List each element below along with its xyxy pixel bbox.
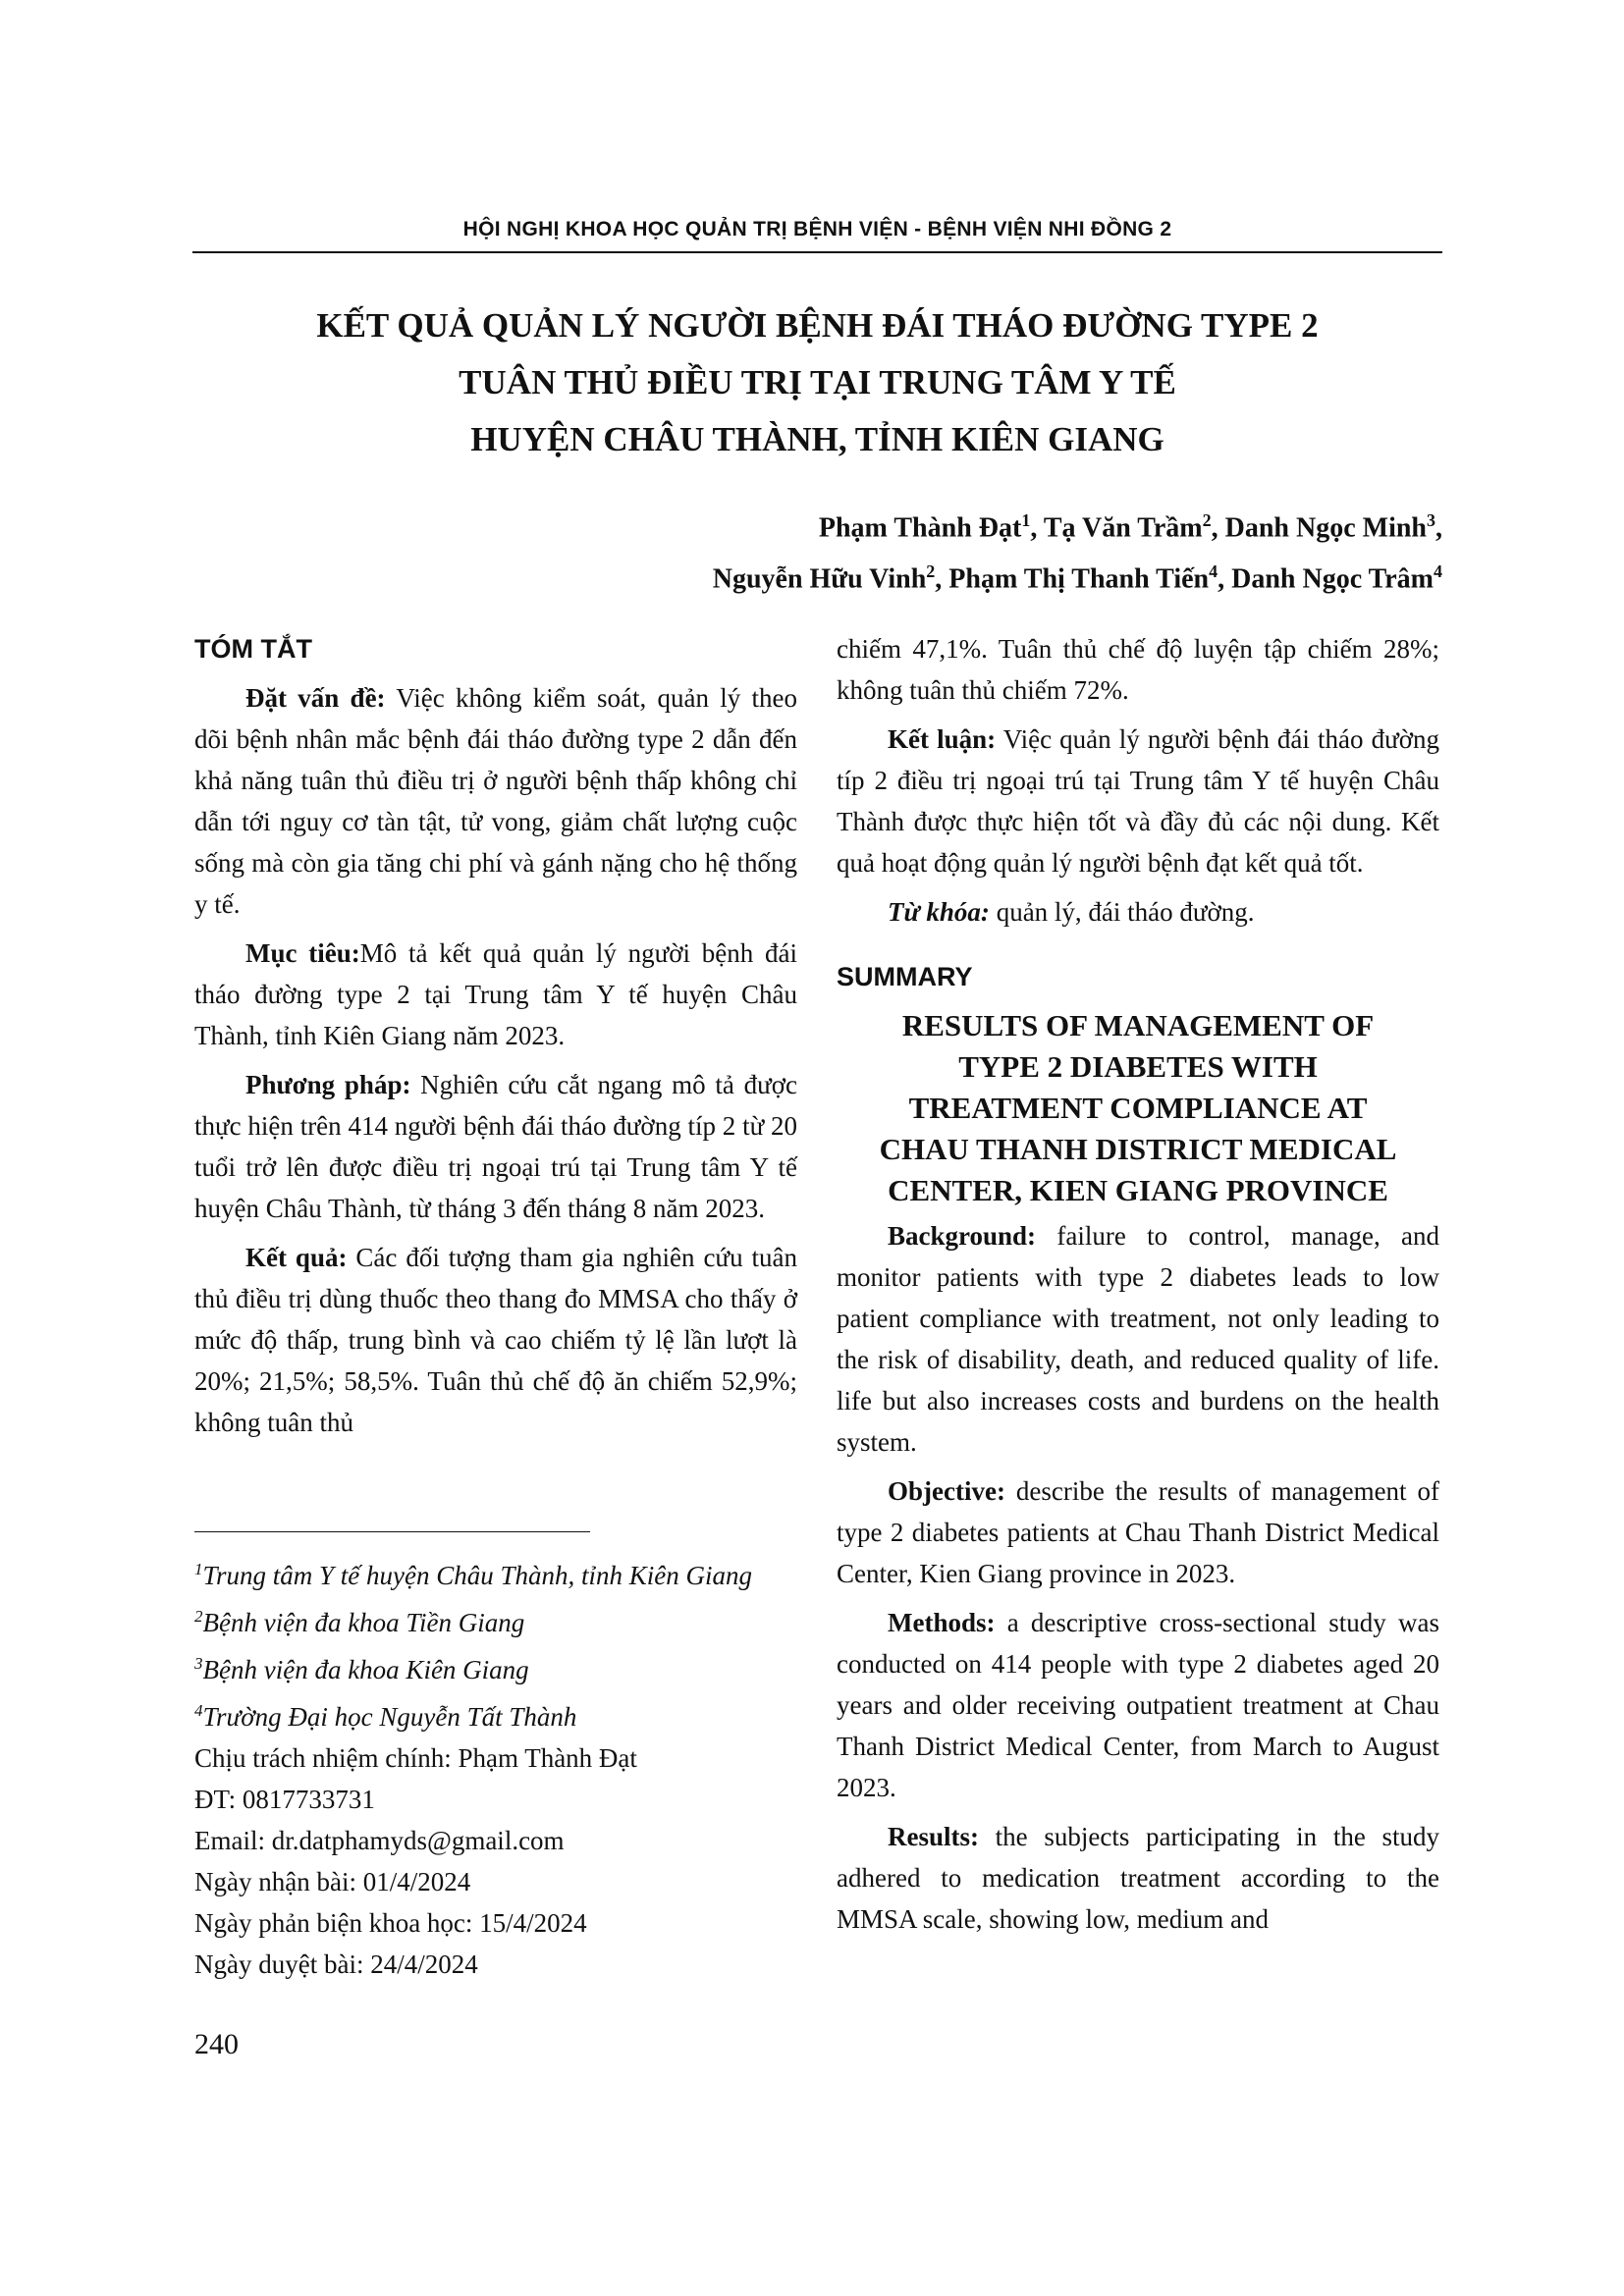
author-line: [264, 499, 1442, 550]
affiliation-text: Trung tâm Y tế huyện Châu Thành, tỉnh Kiên Giang: [202, 1561, 753, 1590]
summary-methods: [837, 1602, 1439, 1808]
email: Email: dr.datphamyds@gmail.com: [194, 1826, 565, 1855]
abstract-methods: [194, 1064, 797, 1229]
english-title-line: CHAU THANH DISTRICT MEDICAL: [879, 1132, 1397, 1166]
paragraph-text: quản lý, đái tháo đường.: [989, 897, 1255, 927]
affiliation-note: [194, 1549, 797, 1596]
phone: ĐT: 0817733731: [194, 1785, 375, 1814]
paper-title: [192, 297, 1442, 468]
author-separator: ,: [1435, 512, 1442, 544]
abstract-results-continued: chiếm 47,1%. Tuân thủ chế độ luyện tập chiếm 28%; không tuân thủ chiếm 72%.: [837, 634, 1439, 705]
abstract-conclusion: [837, 719, 1439, 883]
abstract-results: [194, 1237, 797, 1443]
summary-results: [837, 1816, 1439, 1940]
paragraph-text: Nghiên cứu cắt ngang mô tả được thực hiện trên 414 người bệnh đái tháo đường típ 2 từ 20 tuổi trở lên được điều trị ngoại trú tại Trung tâm Y tế huyện Châu Thành, từ tháng 3 đến tháng 8 năm 2023.: [194, 1070, 798, 1223]
label-conclusion: Kết luận:: [888, 724, 997, 754]
paragraph-text: describe the results of management of type 2 diabetes patients at Chau Thanh District Medical Center, Kien Giang province in 2023.: [837, 1476, 1439, 1588]
label-objective: Mục tiêu:: [245, 938, 360, 968]
author-separator: ,: [1030, 512, 1044, 544]
affiliation-mark: 1: [1021, 510, 1031, 530]
date-accepted: Ngày duyệt bài: 24/4/2024: [194, 1949, 478, 1979]
label-methods: Methods:: [888, 1608, 996, 1637]
date-reviewed: Ngày phản biện khoa học: 15/4/2024: [194, 1908, 587, 1938]
footnotes: [194, 1549, 797, 1985]
author-list: [264, 499, 1442, 602]
title-line: KẾT QUẢ QUẢN LÝ NGƯỜI BỆNH ĐÁI THÁO ĐƯỜNG TYPE 2: [316, 306, 1319, 345]
label-methods: Phương pháp:: [245, 1070, 411, 1099]
author-name: Danh Ngọc Minh: [1224, 512, 1427, 544]
abstract-continued-and-summary: [837, 628, 1439, 1948]
label-background: Đặt vấn đề:: [245, 683, 386, 713]
label-objective: Objective:: [888, 1476, 1005, 1506]
page-number: 240: [194, 2028, 239, 2060]
author-separator: ,: [1211, 512, 1225, 544]
author-line: [264, 550, 1442, 601]
abstract-objective: [194, 933, 797, 1056]
affiliation-mark: 3: [1427, 510, 1435, 530]
affiliation-mark: 2: [194, 1607, 203, 1626]
paragraph-text: Việc quản lý người bệnh đái tháo đường típ 2 điều trị ngoại trú tại Trung tâm Y tế huyện Châu Thành được thực hiện tốt và đầy đủ các nội dung. Kết quả hoạt động quản lý người bệnh đạt kết quả tốt.: [837, 724, 1439, 878]
author-separator: ,: [1218, 563, 1232, 595]
label-keywords: Từ khóa:: [888, 897, 990, 927]
affiliation-mark: 4: [194, 1701, 203, 1720]
running-header: HỘI NGHỊ KHOA HỌC QUẢN TRỊ BỆNH VIỆN - BỆNH VIỆN NHI ĐỒNG 2: [462, 218, 1172, 240]
paragraph-text: Việc không kiểm soát, quản lý theo dõi bệnh nhân mắc bệnh đái tháo đường type 2 dẫn đến khả năng tuân thủ điều trị ở người bệnh thấp không chỉ dẫn tới nguy cơ tàn tật, tử vong, giảm chất lượng cuộc sống mà còn gia tăng chi phí và gánh nặng cho hệ thống y tế.: [194, 683, 798, 919]
english-title-line: RESULTS OF MANAGEMENT OF: [901, 1008, 1375, 1042]
author-name: Phạm Thị Thanh Tiến: [948, 563, 1210, 595]
author-name: Tạ Văn Trầm: [1043, 512, 1203, 544]
affiliation-mark: 2: [926, 561, 936, 582]
author-separator: ,: [935, 563, 949, 595]
summary-background: [837, 1215, 1439, 1463]
affiliation-mark: 4: [1434, 561, 1442, 582]
affiliation-note: [194, 1643, 797, 1690]
paragraph-text: failure to control, manage, and monitor patients with type 2 diabetes leads to low patient compliance with treatment, not only leading to the risk of disability, death, and reduced quality of life. life but also increases costs and burdens on the health system.: [837, 1221, 1439, 1457]
author-name: Nguyễn Hữu Vinh: [712, 563, 927, 595]
author-name: Phạm Thành Đạt: [818, 512, 1022, 544]
affiliation-mark: 4: [1209, 561, 1218, 582]
header-rule: [192, 251, 1442, 253]
paragraph-text: a descriptive cross-sectional study was conducted on 414 people with type 2 diabetes aged 20 years and older receiving outpatient treatment at Chau Thanh District Medical Center, from March to August 2023.: [837, 1608, 1439, 1802]
affiliation-text: Trường Đại học Nguyễn Tất Thành: [202, 1702, 577, 1732]
summary-objective: [837, 1470, 1439, 1594]
title-line: HUYỆN CHÂU THÀNH, TỈNH KIÊN GIANG: [470, 420, 1164, 458]
label-results: Results:: [888, 1822, 979, 1851]
label-results: Kết quả:: [245, 1243, 348, 1272]
label-background: Background:: [888, 1221, 1037, 1251]
author-name: Danh Ngọc Trâm: [1231, 563, 1434, 595]
paragraph-text: the subjects participating in the study adhered to medication treatment according to the MMSA scale, showing low, medium and: [837, 1822, 1439, 1934]
english-title: [837, 1005, 1439, 1211]
section-heading-summary: SUMMARY: [837, 962, 973, 991]
english-title-line: TREATMENT COMPLIANCE AT: [908, 1091, 1368, 1125]
affiliation-mark: 2: [1202, 510, 1212, 530]
paragraph-text: Mô tả kết quả quản lý người bệnh đái tháo đường type 2 tại Trung tâm Y tế huyện Châu Thành, tỉnh Kiên Giang năm 2023.: [194, 938, 797, 1050]
english-title-line: CENTER, KIEN GIANG PROVINCE: [888, 1173, 1388, 1207]
affiliation-note: [194, 1596, 797, 1643]
footnote-rule: [194, 1531, 590, 1532]
title-line: TUÂN THỦ ĐIỀU TRỊ TẠI TRUNG TÂM Y TẾ: [459, 363, 1176, 401]
paragraph-text: Các đối tượng tham gia nghiên cứu tuân thủ điều trị dùng thuốc theo thang đo MMSA cho thấy ở mức độ thấp, trung bình và cao chiếm tỷ lệ lần lượt là 20%; 21,5%; 58,5%. Tuân thủ chế độ ăn chiếm 52,9%; không tuân thủ: [194, 1243, 798, 1437]
abstract-background: [194, 677, 797, 925]
corresponding-author: Chịu trách nhiệm chính: Phạm Thành Đạt: [194, 1743, 637, 1773]
section-heading-tom-tat: TÓM TẮT: [194, 634, 312, 664]
affiliation-note: [194, 1690, 797, 1737]
abstract-keywords: [837, 891, 1439, 933]
affiliation-text: Bệnh viện đa khoa Kiên Giang: [202, 1655, 529, 1684]
affiliation-mark: 1: [194, 1560, 203, 1578]
english-title-line: TYPE 2 DIABETES WITH: [958, 1049, 1318, 1084]
affiliation-text: Bệnh viện đa khoa Tiền Giang: [202, 1608, 525, 1637]
abstract-vietnamese: [194, 628, 797, 1451]
affiliation-mark: 3: [194, 1654, 203, 1673]
date-received: Ngày nhận bài: 01/4/2024: [194, 1867, 471, 1896]
